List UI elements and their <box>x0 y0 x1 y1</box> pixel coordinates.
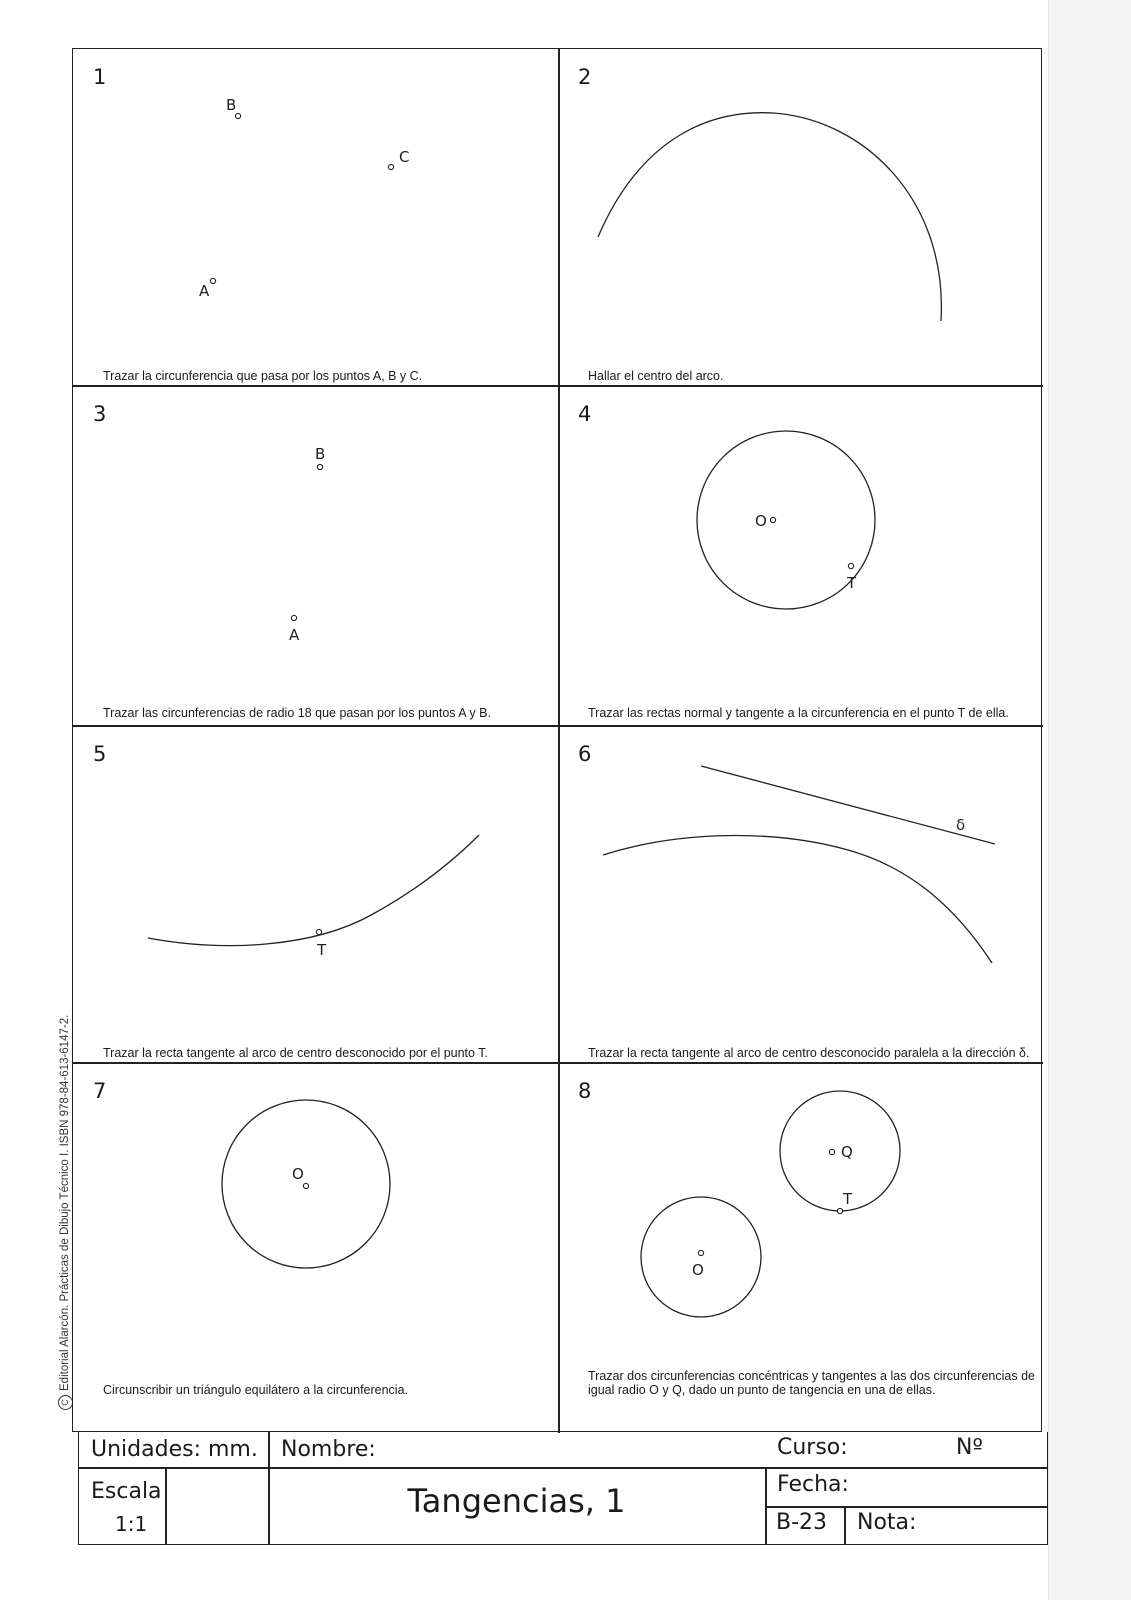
scale-value: 1:1 <box>115 1512 148 1536</box>
exercise-5-figure <box>73 726 558 1072</box>
point-a <box>210 278 215 283</box>
exercise-number: 7 <box>93 1079 107 1103</box>
exercise-caption: Circunscribir un triángulo equilátero a la circunferencia. <box>103 1383 409 1397</box>
units-label: Unidades: mm. <box>91 1437 258 1462</box>
point-label-b: B <box>315 445 326 463</box>
exercise-8 <box>558 1063 1043 1409</box>
number-field: Nº <box>956 1435 983 1460</box>
point-label-b: B <box>226 96 237 114</box>
tangency-point-t <box>848 563 853 568</box>
arc <box>603 836 992 963</box>
exercise-1 <box>73 49 558 395</box>
exercise-caption: Hallar el centro del arco. <box>588 369 724 383</box>
direction-label-delta: δ <box>956 816 966 834</box>
circle <box>222 1100 390 1268</box>
center-o <box>303 1183 308 1188</box>
point-b <box>235 113 240 118</box>
exercise-number: 6 <box>578 742 592 766</box>
center-o <box>698 1250 703 1255</box>
exercise-6-figure <box>558 726 1043 1072</box>
title-block-divider <box>79 1467 1047 1469</box>
circle-o <box>641 1197 761 1317</box>
exercise-caption: Trazar las circunferencias de radio 18 que pasan por los puntos A y B. <box>103 706 491 720</box>
exercise-2 <box>558 49 1043 395</box>
point-label-a: A <box>199 282 210 300</box>
drawing-title: Tangencias, 1 <box>407 1482 626 1520</box>
copyright-symbol: C <box>58 1395 73 1410</box>
point-label-a: A <box>289 626 300 644</box>
center-label-o: O <box>692 1261 704 1279</box>
point-label-t: T <box>847 574 857 592</box>
exercise-6 <box>558 726 1043 1072</box>
exercise-7 <box>73 1063 558 1409</box>
exercise-caption: Trazar la circunferencia que pasa por los puntos A, B y C. <box>103 369 423 383</box>
exercise-7-figure <box>73 1063 558 1409</box>
exercise-4 <box>558 386 1043 732</box>
exercise-8-figure <box>558 1063 1043 1409</box>
exercise-3-figure <box>73 386 558 732</box>
title-block-divider <box>165 1467 167 1544</box>
exercise-number: 5 <box>93 742 107 766</box>
exercise-caption: Trazar la recta tangente al arco de centro desconocido paralela a la dirección δ. <box>588 1046 1030 1060</box>
title-block-divider <box>765 1506 1047 1508</box>
course-field: Curso: <box>777 1435 848 1460</box>
center-o <box>770 517 775 522</box>
point-label-c: C <box>399 148 410 166</box>
point-b <box>317 464 322 469</box>
exercise-sheet <box>72 48 1042 1432</box>
center-label-o: O <box>292 1165 304 1183</box>
exercise-number: 4 <box>578 402 592 426</box>
center-label-q: Q <box>841 1143 853 1161</box>
center-q <box>829 1149 834 1154</box>
exercise-caption: Trazar dos circunferencias concéntricas y tangentes a las dos circunferencias de igual radio O y Q, dado un punto de tangencia en una de ellas. <box>588 1369 1035 1397</box>
point-label-t: T <box>317 941 327 959</box>
scale-label: Escala <box>91 1479 162 1504</box>
tangency-point-t <box>837 1208 842 1213</box>
tangency-point-t <box>316 929 321 934</box>
exercise-5 <box>73 726 558 1072</box>
point-a <box>291 615 296 620</box>
center-label-o: O <box>755 512 767 530</box>
exercise-number: 1 <box>93 65 107 89</box>
title-block <box>78 1432 1048 1545</box>
grade-field: Nota: <box>857 1510 917 1535</box>
exercise-2-figure <box>558 49 1043 395</box>
sheet-code: B-23 <box>776 1510 828 1535</box>
date-field: Fecha: <box>777 1472 849 1497</box>
direction-line <box>701 766 995 844</box>
point-label-t: T <box>843 1190 853 1208</box>
arc <box>148 835 479 946</box>
side-credit-text: Editorial Alarcón. Prácticas de Dibujo Técnico I. ISBN 978-84-613-6147-2. <box>59 1014 71 1391</box>
exercise-caption: Trazar las rectas normal y tangente a la circunferencia en el punto T de ella. <box>588 706 1009 720</box>
exercise-number: 3 <box>93 402 107 426</box>
exercise-number: 2 <box>578 65 592 89</box>
circle-q <box>780 1091 900 1211</box>
side-credit <box>58 1015 73 1410</box>
exercise-caption: Trazar la recta tangente al arco de centro desconocido por el punto T. <box>103 1046 488 1060</box>
point-c <box>388 164 393 169</box>
page-edge <box>1048 0 1131 1600</box>
exercise-3 <box>73 386 558 732</box>
exercise-4-figure <box>558 386 1043 732</box>
exercise-number: 8 <box>578 1079 592 1103</box>
arc <box>598 113 941 321</box>
name-field: Nombre: <box>281 1437 376 1462</box>
exercise-1-figure <box>73 49 558 395</box>
title-block-divider <box>844 1506 846 1544</box>
